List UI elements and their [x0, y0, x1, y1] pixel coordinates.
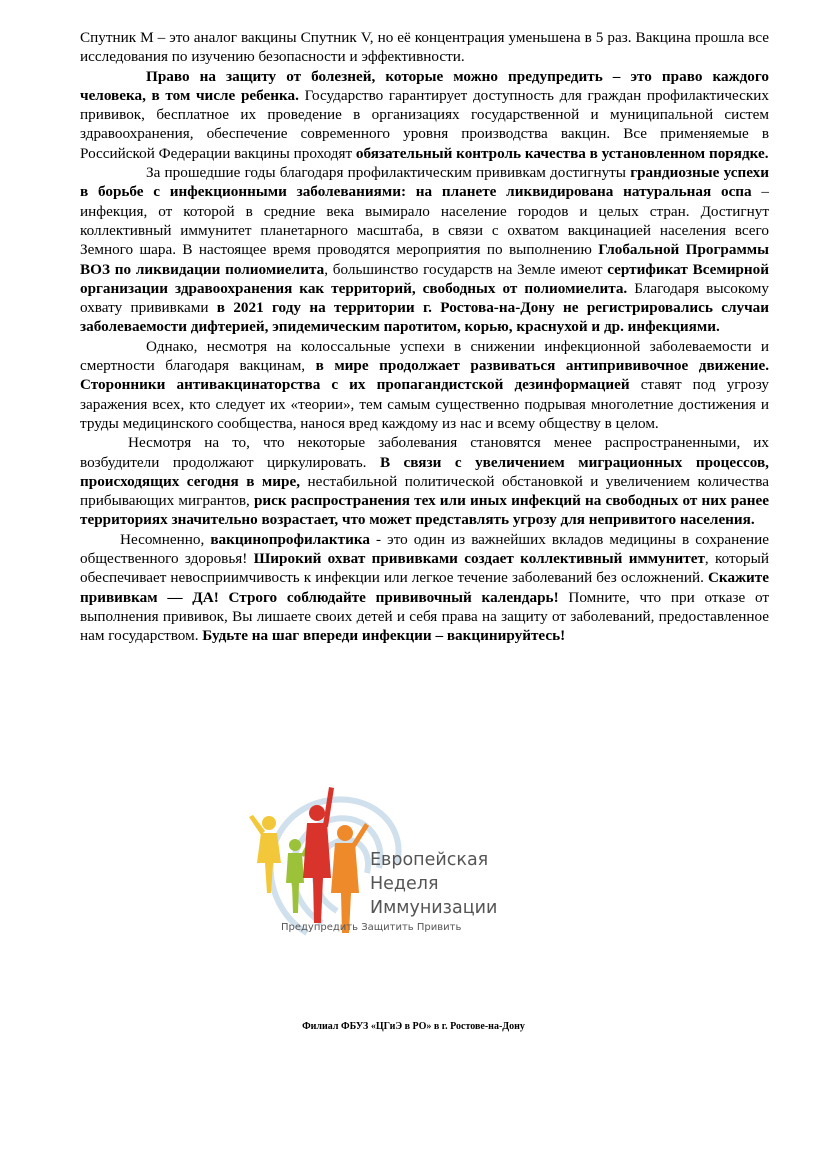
logo-title: [370, 848, 497, 920]
yellow-figure: [249, 815, 281, 893]
logo-tagline: Предупредить Защитить Привить: [281, 922, 462, 933]
paragraph-bold: В связи с увеличением миграционных процессов, происходящих сегодня в мире,: [80, 453, 769, 490]
paragraph-bold: Скажите прививкам — ДА! Строго соблюдайте прививочный календарь!: [80, 569, 769, 606]
paragraph-bold: обязательный контроль качества в установленном порядке.: [355, 144, 769, 162]
paragraph-3: [80, 163, 769, 337]
paragraph-2: [80, 67, 769, 163]
paragraph-bold: Право на защиту от болезней, которые можно предупредить – это право каждого человека, в том числе ребенка.: [80, 67, 769, 104]
paragraph-bold: в 2021 году на территории г. Ростова-на-Дону не регистрировались случаи заболеваемости дифтерией, эпидемическим паротитом, корью, краснухой и др. инфекциями.: [80, 299, 769, 336]
paragraph-text: , большинство государств на Земле имеют: [324, 260, 608, 278]
paragraph-6: [80, 530, 769, 646]
paragraph-bold: Широкий охват прививками создает коллективный иммунитет: [253, 550, 705, 568]
paragraph-text: Несмотря на то, что некоторые заболевания становятся менее распространенными, их возбудители продолжают циркулировать.: [80, 434, 769, 471]
logo-title-line: Неделя: [370, 874, 439, 894]
paragraph-bold: сертификат Всемирной организации здравоохранения как территорий, свободных от полиомиелита.: [80, 260, 770, 297]
paragraph-5: [80, 433, 769, 529]
paragraph-text: Благодаря высокому охвату прививками: [80, 279, 769, 317]
paragraph-bold: вакцинопрофилактика: [210, 530, 370, 548]
article-body: [80, 28, 769, 646]
paragraph-text: За прошедшие годы благодаря профилактическим прививкам достигнуты: [146, 164, 631, 182]
paragraph-text: ставят под угрозу заражения всех, кто следует их «теории», тем самым существенно подрывая многолетние достижения и труды медицинского сообщества, нанося вред каждому из нас и всему обществу в целом.: [80, 376, 769, 432]
paragraph-text: , который обеспечивает невосприимчивость к инфекции или легкое течение заболеваний без осложнений.: [80, 550, 769, 587]
paragraph-bold: Глобальной Программы ВОЗ по ликвидации полиомиелита: [80, 241, 769, 278]
paragraph-text: Несомненно,: [120, 530, 211, 548]
paragraph-text: Спутник М – это аналог вакцины Спутник V, но её концентрация уменьшена в 5 раз. Вакцина прошла все исследования по изучению безопасности и эффективности.: [80, 29, 769, 66]
paragraph-text: Помните, что при отказе от выполнения прививок, Вы лишаете своих детей и себя права на защиту от заболеваний, предоставленное нам государством.: [80, 588, 769, 645]
paragraph-text: – инфекция, от которой в средние века вымирало население городов и целых стран. Достигнут коллективный иммунитет планетарного масштаба, в связи с охватом вакцинацией населения всего Земного шара. В настоящее время проводятся мероприятия по выполнению: [80, 183, 770, 259]
paragraph-4: [80, 337, 769, 433]
paragraph-text: нестабильной политической обстановкой и увеличением количества прибывающих мигрантов,: [80, 472, 770, 510]
paragraph-bold: Будьте на шаг впереди инфекции – вакцинируйтесь!: [202, 627, 566, 645]
footer-organization: Филиал ФБУЗ «ЦГиЭ в РО» в г. Ростове-на-Дону: [302, 1021, 525, 1032]
logo-title-line: Иммунизации: [370, 898, 498, 918]
logo-title-line: Европейская: [370, 850, 489, 870]
paragraph-bold: в мире продолжает развиваться антипрививочное движение. Сторонники антивакцинаторства с их пропагандистской дезинформацией: [80, 357, 769, 394]
paragraph-text: Государство гарантирует доступность для граждан профилактических прививок, бесплатное их проведение в организациях государственной и муниципальной систем здравоохранения, обеспечение современного уровня производства вакцин. Все применяемые в Российской Федерации вакцины проходят: [80, 86, 769, 162]
paragraph-bold: риск распространения тех или иных инфекций на свободных от них ранее территориях значительно возрастает, что может представлять угрозу для непривитого населения.: [80, 492, 769, 529]
paragraph-1: [80, 28, 769, 67]
paragraph-bold: грандиозные успехи в борьбе с инфекционными заболеваниями: на планете ликвидирована натуральная оспа: [80, 164, 769, 201]
paragraph-text: Однако, несмотря на колоссальные успехи в снижении инфекционной заболеваемости и смертности благодаря вакцинам,: [80, 337, 769, 375]
paragraph-text: - это один из важнейших вкладов медицины в сохранение общественного здоровья!: [80, 530, 769, 568]
